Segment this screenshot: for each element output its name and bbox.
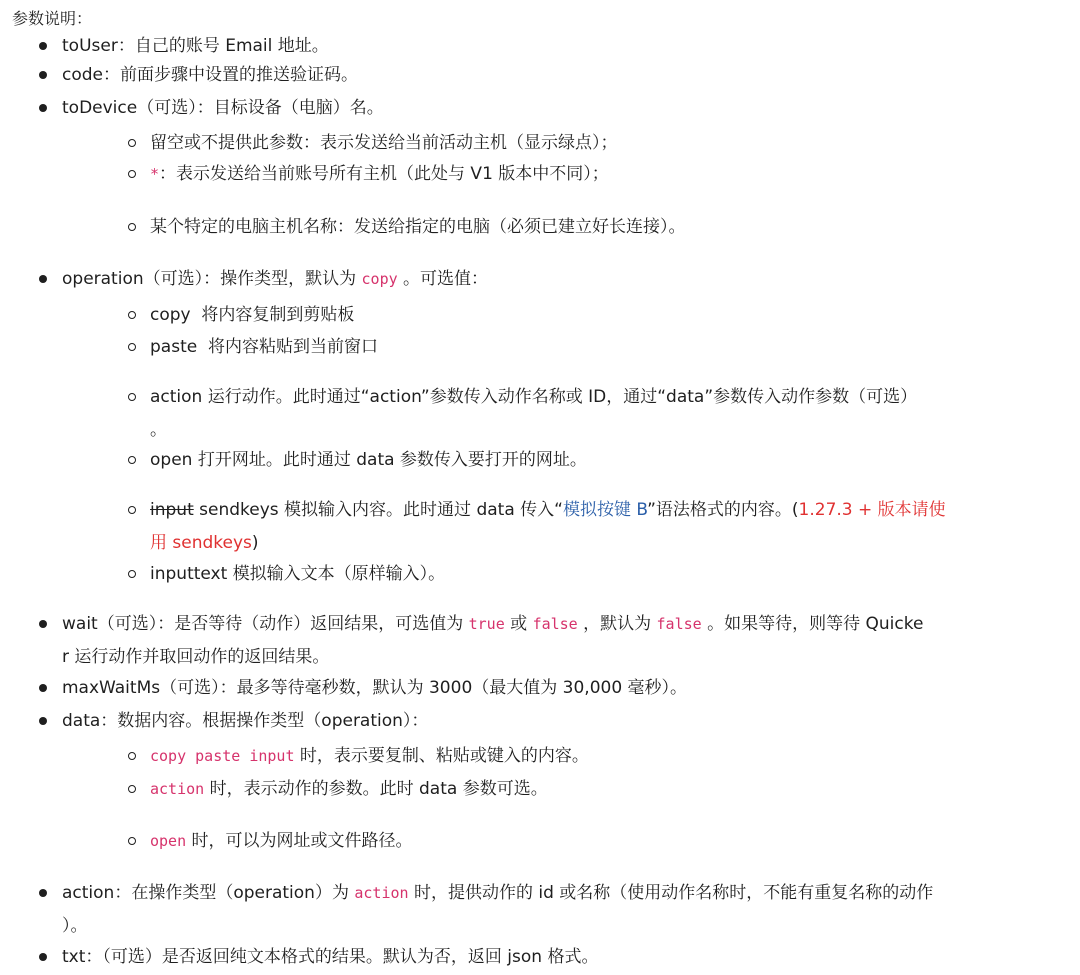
circle-bullet-icon	[128, 570, 136, 578]
sub-item-data-open	[150, 825, 1060, 858]
item-text: toDevice（可选）：目标设备（电脑）名。	[62, 98, 384, 118]
bullet-icon	[39, 620, 47, 628]
item-text: 。	[150, 420, 167, 440]
circle-bullet-icon	[128, 506, 136, 514]
item-text: 或	[504, 614, 533, 634]
bullet-icon	[39, 684, 47, 692]
item-text: sendkeys 模拟输入内容。此时通过 data 传入“	[193, 500, 563, 520]
circle-bullet-icon	[128, 456, 136, 464]
item-text: )	[251, 533, 259, 553]
item-text: 时，表示动作的参数。此时 data 参数可选。	[204, 779, 548, 799]
inline-code: *	[150, 165, 160, 183]
item-text: 时，表示要复制、粘贴或键入的内容。	[294, 746, 589, 766]
version-note: 1.27.3 + 版本请使	[798, 500, 946, 520]
list-item-txt	[62, 941, 1062, 974]
item-text: code：前面步骤中设置的推送验证码。	[62, 65, 358, 85]
sub-item-data-action	[150, 773, 1060, 806]
item-text: data：数据内容。根据操作类型（operation）：	[62, 711, 429, 731]
item-text: action 运行动作。此时通过“action”参数传入动作名称或 ID，通过“data”参数传入动作参数（可选）	[150, 387, 918, 407]
section-title: 参数说明：	[12, 9, 93, 28]
item-text: r 运行动作并取回动作的返回结果。	[62, 647, 330, 667]
circle-bullet-icon	[128, 139, 136, 147]
strike-text: input	[150, 500, 194, 520]
circle-bullet-icon	[128, 785, 136, 793]
sub-item-op-inputtext	[150, 558, 1060, 591]
sub-item-todevice-empty	[150, 127, 1060, 160]
item-text: operation（可选）：操作类型，默认为	[62, 269, 362, 289]
item-text: inputtext 模拟输入文本（原样输入）。	[150, 564, 446, 584]
keys-syntax-link[interactable]: 模拟按键 B	[562, 500, 648, 520]
circle-bullet-icon	[128, 170, 136, 178]
item-text: wait（可选）：是否等待（动作）返回结果，可选值为	[62, 614, 469, 634]
item-text: ，默认为	[577, 614, 657, 634]
item-text: 时，提供动作的 id 或名称（使用动作名称时，不能有重复名称的动作	[408, 883, 934, 903]
item-text: ”语法格式的内容。(	[647, 500, 799, 520]
bullet-icon	[39, 42, 47, 50]
inline-code: action	[150, 780, 205, 798]
sub-item-todevice-star	[150, 158, 1060, 191]
list-item-todevice	[62, 92, 1062, 125]
item-text: action：在操作类型（operation）为	[62, 883, 355, 903]
item-text: maxWaitMs（可选）：最多等待毫秒数，默认为 3000（最大值为 30,000 毫秒）。	[62, 678, 688, 698]
inline-code: open	[150, 832, 187, 850]
circle-bullet-icon	[128, 393, 136, 401]
bullet-icon	[39, 71, 47, 79]
list-item-maxwaitms	[62, 672, 1062, 705]
circle-bullet-icon	[128, 752, 136, 760]
sub-item-todevice-named	[150, 211, 1060, 244]
bullet-icon	[39, 717, 47, 725]
bullet-icon	[39, 104, 47, 112]
item-text: 某个特定的电脑主机名称：发送给指定的电脑（必须已建立好长连接）。	[150, 217, 686, 237]
list-item-action	[62, 877, 1062, 943]
sub-item-op-paste	[150, 331, 1060, 364]
circle-bullet-icon	[128, 837, 136, 845]
sub-item-data-copy	[150, 740, 1060, 773]
item-text: 时，可以为网址或文件路径。	[186, 831, 413, 851]
item-text: 。如果等待，则等待 Quicke	[701, 614, 924, 634]
list-item-code	[62, 59, 1062, 92]
inline-code: false	[656, 615, 702, 633]
bullet-icon	[39, 953, 47, 961]
sub-item-op-copy	[150, 299, 1060, 332]
circle-bullet-icon	[128, 223, 136, 231]
sub-item-op-sendkeys	[150, 494, 1060, 560]
item-text: toUser：自己的账号 Email 地址。	[62, 36, 329, 56]
inline-code: false	[532, 615, 578, 633]
bullet-icon	[39, 889, 47, 897]
bullet-icon	[39, 275, 47, 283]
item-text: ）。	[62, 916, 88, 936]
circle-bullet-icon	[128, 311, 136, 319]
inline-code: copy paste input	[150, 747, 295, 765]
item-text: copy 将内容复制到剪贴板	[150, 305, 355, 325]
list-item-wait	[62, 608, 1062, 674]
version-note: 用 sendkeys	[150, 533, 252, 553]
sub-item-op-open	[150, 444, 1060, 477]
item-text: 留空或不提供此参数：表示发送给当前活动主机（显示绿点）；	[150, 133, 618, 153]
item-text: txt：（可选）是否返回纯文本格式的结果。默认为否，返回 json 格式。	[62, 947, 599, 967]
circle-bullet-icon	[128, 343, 136, 351]
item-text: open 打开网址。此时通过 data 参数传入要打开的网址。	[150, 450, 587, 470]
sub-item-op-action	[150, 381, 1060, 447]
inline-code: copy	[361, 270, 398, 288]
item-text: 。可选值：	[397, 269, 489, 289]
list-item-operation	[62, 263, 1062, 296]
item-text: paste 将内容粘贴到当前窗口	[150, 337, 378, 357]
inline-code: true	[468, 615, 505, 633]
item-text: ：表示发送给当前账号所有主机（此处与 V1 版本中不同）；	[159, 164, 609, 184]
list-item-data	[62, 705, 1062, 738]
inline-code: action	[354, 884, 409, 902]
